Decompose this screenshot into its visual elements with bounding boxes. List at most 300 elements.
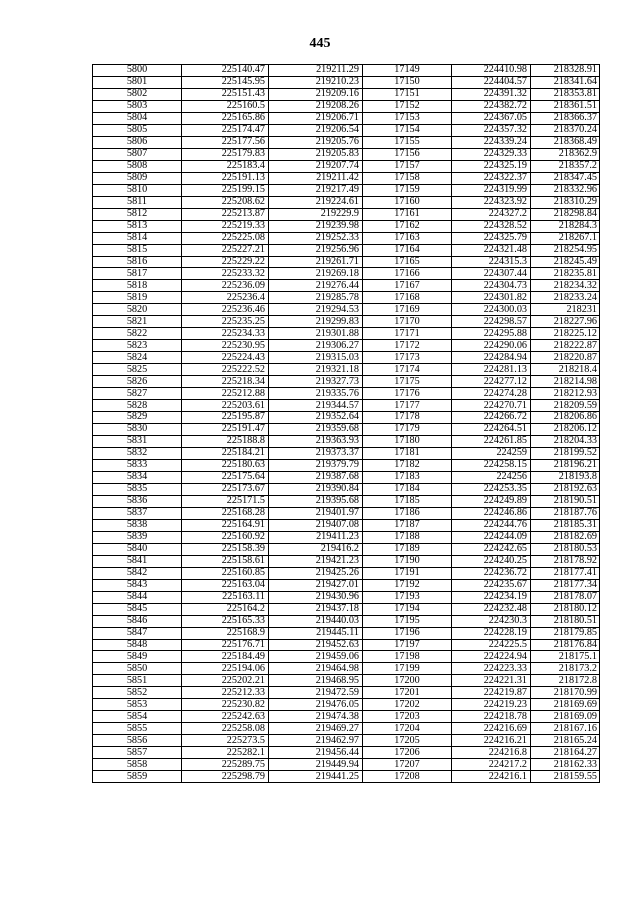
y-left-cell: 219208.26 bbox=[269, 100, 363, 112]
y-left-cell: 219211.29 bbox=[269, 65, 363, 77]
point-id-left-cell: 5836 bbox=[93, 495, 182, 507]
y-left-cell: 219373.37 bbox=[269, 448, 363, 460]
table-row bbox=[93, 124, 600, 136]
point-id-right-cell: 17180 bbox=[363, 436, 452, 448]
x-right-cell: 224307.44 bbox=[452, 268, 531, 280]
point-id-right-cell: 17202 bbox=[363, 699, 452, 711]
x-left-cell: 225175.64 bbox=[182, 471, 269, 483]
table-row bbox=[93, 256, 600, 268]
y-left-cell: 219224.61 bbox=[269, 196, 363, 208]
point-id-right-cell: 17196 bbox=[363, 627, 452, 639]
point-id-right-cell: 17163 bbox=[363, 232, 452, 244]
x-left-cell: 225184.21 bbox=[182, 448, 269, 460]
y-right-cell: 218169.69 bbox=[531, 699, 600, 711]
point-id-right-cell: 17199 bbox=[363, 663, 452, 675]
x-left-cell: 225218.34 bbox=[182, 376, 269, 388]
x-left-cell: 225160.5 bbox=[182, 100, 269, 112]
table-row bbox=[93, 244, 600, 256]
page-number: 445 bbox=[309, 36, 331, 51]
point-id-right-cell: 17207 bbox=[363, 759, 452, 771]
x-left-cell: 225213.87 bbox=[182, 208, 269, 220]
y-left-cell: 219395.68 bbox=[269, 495, 363, 507]
point-id-left-cell: 5816 bbox=[93, 256, 182, 268]
x-left-cell: 225212.88 bbox=[182, 388, 269, 400]
y-right-cell: 218164.27 bbox=[531, 747, 600, 759]
x-right-cell: 224290.06 bbox=[452, 340, 531, 352]
point-id-right-cell: 17164 bbox=[363, 244, 452, 256]
point-id-left-cell: 5840 bbox=[93, 543, 182, 555]
y-left-cell: 219379.79 bbox=[269, 459, 363, 471]
point-id-left-cell: 5850 bbox=[93, 663, 182, 675]
x-right-cell: 224266.72 bbox=[452, 412, 531, 424]
table-row bbox=[93, 495, 600, 507]
point-id-left-cell: 5822 bbox=[93, 328, 182, 340]
y-left-cell: 219421.23 bbox=[269, 555, 363, 567]
point-id-right-cell: 17158 bbox=[363, 172, 452, 184]
point-id-right-cell: 17182 bbox=[363, 459, 452, 471]
x-right-cell: 224221.31 bbox=[452, 675, 531, 687]
x-left-cell: 225168.9 bbox=[182, 627, 269, 639]
x-right-cell: 224224.94 bbox=[452, 651, 531, 663]
point-id-left-cell: 5803 bbox=[93, 100, 182, 112]
point-id-left-cell: 5809 bbox=[93, 172, 182, 184]
y-left-cell: 219207.74 bbox=[269, 160, 363, 172]
y-right-cell: 218310.29 bbox=[531, 196, 600, 208]
y-left-cell: 219206.54 bbox=[269, 124, 363, 136]
y-right-cell: 218227.96 bbox=[531, 316, 600, 328]
y-right-cell: 218206.12 bbox=[531, 424, 600, 436]
x-left-cell: 225234.33 bbox=[182, 328, 269, 340]
point-id-left-cell: 5800 bbox=[93, 65, 182, 77]
point-id-right-cell: 17194 bbox=[363, 603, 452, 615]
y-left-cell: 219256.96 bbox=[269, 244, 363, 256]
point-id-right-cell: 17175 bbox=[363, 376, 452, 388]
y-left-cell: 219452.63 bbox=[269, 639, 363, 651]
point-id-left-cell: 5847 bbox=[93, 627, 182, 639]
x-left-cell: 225180.63 bbox=[182, 459, 269, 471]
table-row bbox=[93, 735, 600, 747]
y-left-cell: 219430.96 bbox=[269, 591, 363, 603]
x-right-cell: 224218.78 bbox=[452, 711, 531, 723]
point-id-right-cell: 17200 bbox=[363, 675, 452, 687]
table-row bbox=[93, 88, 600, 100]
x-right-cell: 224259 bbox=[452, 448, 531, 460]
table-row bbox=[93, 112, 600, 124]
y-left-cell: 219206.71 bbox=[269, 112, 363, 124]
x-right-cell: 224219.87 bbox=[452, 687, 531, 699]
point-id-left-cell: 5844 bbox=[93, 591, 182, 603]
y-right-cell: 218204.33 bbox=[531, 436, 600, 448]
table-row bbox=[93, 424, 600, 436]
x-left-cell: 225236.09 bbox=[182, 280, 269, 292]
point-id-right-cell: 17153 bbox=[363, 112, 452, 124]
x-right-cell: 224281.13 bbox=[452, 364, 531, 376]
table-row bbox=[93, 148, 600, 160]
point-id-left-cell: 5835 bbox=[93, 483, 182, 495]
table-row bbox=[93, 364, 600, 376]
y-right-cell: 218178.92 bbox=[531, 555, 600, 567]
x-left-cell: 225199.15 bbox=[182, 184, 269, 196]
x-left-cell: 225191.47 bbox=[182, 424, 269, 436]
point-id-left-cell: 5812 bbox=[93, 208, 182, 220]
y-right-cell: 218206.86 bbox=[531, 412, 600, 424]
x-right-cell: 224242.65 bbox=[452, 543, 531, 555]
y-left-cell: 219445.11 bbox=[269, 627, 363, 639]
y-left-cell: 219344.57 bbox=[269, 400, 363, 412]
y-right-cell: 218231 bbox=[531, 304, 600, 316]
x-left-cell: 225236.4 bbox=[182, 292, 269, 304]
point-id-left-cell: 5808 bbox=[93, 160, 182, 172]
y-left-cell: 219217.49 bbox=[269, 184, 363, 196]
point-id-left-cell: 5804 bbox=[93, 112, 182, 124]
y-right-cell: 218180.53 bbox=[531, 543, 600, 555]
table-row bbox=[93, 220, 600, 232]
x-right-cell: 224240.25 bbox=[452, 555, 531, 567]
point-id-left-cell: 5834 bbox=[93, 471, 182, 483]
x-left-cell: 225222.52 bbox=[182, 364, 269, 376]
y-right-cell: 218212.93 bbox=[531, 388, 600, 400]
y-left-cell: 219472.59 bbox=[269, 687, 363, 699]
x-left-cell: 225164.2 bbox=[182, 603, 269, 615]
y-left-cell: 219449.94 bbox=[269, 759, 363, 771]
x-right-cell: 224235.67 bbox=[452, 579, 531, 591]
y-left-cell: 219464.98 bbox=[269, 663, 363, 675]
y-left-cell: 219327.73 bbox=[269, 376, 363, 388]
x-right-cell: 224219.23 bbox=[452, 699, 531, 711]
point-id-right-cell: 17187 bbox=[363, 519, 452, 531]
point-id-left-cell: 5852 bbox=[93, 687, 182, 699]
x-left-cell: 225160.85 bbox=[182, 567, 269, 579]
point-id-left-cell: 5829 bbox=[93, 412, 182, 424]
x-left-cell: 225230.95 bbox=[182, 340, 269, 352]
point-id-left-cell: 5845 bbox=[93, 603, 182, 615]
x-right-cell: 224216.69 bbox=[452, 723, 531, 735]
point-id-left-cell: 5807 bbox=[93, 148, 182, 160]
x-right-cell: 224270.71 bbox=[452, 400, 531, 412]
y-right-cell: 218169.09 bbox=[531, 711, 600, 723]
point-id-left-cell: 5856 bbox=[93, 735, 182, 747]
x-right-cell: 224357.32 bbox=[452, 124, 531, 136]
point-id-right-cell: 17152 bbox=[363, 100, 452, 112]
table-row bbox=[93, 675, 600, 687]
x-left-cell: 225229.22 bbox=[182, 256, 269, 268]
point-id-right-cell: 17179 bbox=[363, 424, 452, 436]
x-right-cell: 224274.28 bbox=[452, 388, 531, 400]
point-id-right-cell: 17205 bbox=[363, 735, 452, 747]
point-id-left-cell: 5819 bbox=[93, 292, 182, 304]
table-row bbox=[93, 615, 600, 627]
x-right-cell: 224322.37 bbox=[452, 172, 531, 184]
point-id-left-cell: 5830 bbox=[93, 424, 182, 436]
x-right-cell: 224261.85 bbox=[452, 436, 531, 448]
table-row bbox=[93, 699, 600, 711]
y-left-cell: 219276.44 bbox=[269, 280, 363, 292]
point-id-left-cell: 5843 bbox=[93, 579, 182, 591]
y-left-cell: 219469.27 bbox=[269, 723, 363, 735]
point-id-left-cell: 5854 bbox=[93, 711, 182, 723]
x-left-cell: 225219.33 bbox=[182, 220, 269, 232]
x-left-cell: 225273.5 bbox=[182, 735, 269, 747]
point-id-left-cell: 5815 bbox=[93, 244, 182, 256]
y-right-cell: 218341.64 bbox=[531, 76, 600, 88]
y-left-cell: 219239.98 bbox=[269, 220, 363, 232]
table-row bbox=[93, 100, 600, 112]
x-left-cell: 225203.61 bbox=[182, 400, 269, 412]
x-left-cell: 225289.75 bbox=[182, 759, 269, 771]
point-id-right-cell: 17169 bbox=[363, 304, 452, 316]
point-id-right-cell: 17195 bbox=[363, 615, 452, 627]
y-right-cell: 218362.9 bbox=[531, 148, 600, 160]
y-left-cell: 219211.42 bbox=[269, 172, 363, 184]
y-right-cell: 218254.95 bbox=[531, 244, 600, 256]
y-right-cell: 218193.8 bbox=[531, 471, 600, 483]
y-left-cell: 219229.9 bbox=[269, 208, 363, 220]
point-id-left-cell: 5831 bbox=[93, 436, 182, 448]
point-id-right-cell: 17168 bbox=[363, 292, 452, 304]
table-row bbox=[93, 292, 600, 304]
point-id-left-cell: 5849 bbox=[93, 651, 182, 663]
table-row bbox=[93, 160, 600, 172]
x-left-cell: 225173.67 bbox=[182, 483, 269, 495]
table-row bbox=[93, 136, 600, 148]
table-row bbox=[93, 268, 600, 280]
x-right-cell: 224256 bbox=[452, 471, 531, 483]
table-row bbox=[93, 65, 600, 77]
y-left-cell: 219285.78 bbox=[269, 292, 363, 304]
point-id-right-cell: 17178 bbox=[363, 412, 452, 424]
y-right-cell: 218177.41 bbox=[531, 567, 600, 579]
y-left-cell: 219441.25 bbox=[269, 771, 363, 783]
x-left-cell: 225176.71 bbox=[182, 639, 269, 651]
table-row bbox=[93, 771, 600, 783]
point-id-right-cell: 17190 bbox=[363, 555, 452, 567]
point-id-right-cell: 17206 bbox=[363, 747, 452, 759]
x-right-cell: 224258.15 bbox=[452, 459, 531, 471]
point-id-right-cell: 17203 bbox=[363, 711, 452, 723]
y-left-cell: 219462.97 bbox=[269, 735, 363, 747]
y-left-cell: 219440.03 bbox=[269, 615, 363, 627]
point-id-right-cell: 17191 bbox=[363, 567, 452, 579]
table-row bbox=[93, 400, 600, 412]
point-id-right-cell: 17167 bbox=[363, 280, 452, 292]
table-row bbox=[93, 747, 600, 759]
x-left-cell: 225242.63 bbox=[182, 711, 269, 723]
y-right-cell: 218218.4 bbox=[531, 364, 600, 376]
point-id-right-cell: 17201 bbox=[363, 687, 452, 699]
y-right-cell: 218182.69 bbox=[531, 531, 600, 543]
x-left-cell: 225151.43 bbox=[182, 88, 269, 100]
point-id-right-cell: 17151 bbox=[363, 88, 452, 100]
x-right-cell: 224321.48 bbox=[452, 244, 531, 256]
x-right-cell: 224253.35 bbox=[452, 483, 531, 495]
y-right-cell: 218214.98 bbox=[531, 376, 600, 388]
y-right-cell: 218366.37 bbox=[531, 112, 600, 124]
y-right-cell: 218298.84 bbox=[531, 208, 600, 220]
table-row bbox=[93, 603, 600, 615]
point-id-right-cell: 17172 bbox=[363, 340, 452, 352]
table-row bbox=[93, 627, 600, 639]
point-id-left-cell: 5837 bbox=[93, 507, 182, 519]
table-row bbox=[93, 172, 600, 184]
table-row bbox=[93, 448, 600, 460]
point-id-right-cell: 17197 bbox=[363, 639, 452, 651]
y-left-cell: 219299.83 bbox=[269, 316, 363, 328]
table-row bbox=[93, 723, 600, 735]
y-left-cell: 219209.16 bbox=[269, 88, 363, 100]
x-left-cell: 225225.08 bbox=[182, 232, 269, 244]
table-row bbox=[93, 543, 600, 555]
table-row bbox=[93, 280, 600, 292]
x-right-cell: 224298.57 bbox=[452, 316, 531, 328]
point-id-left-cell: 5813 bbox=[93, 220, 182, 232]
y-right-cell: 218180.51 bbox=[531, 615, 600, 627]
y-right-cell: 218328.91 bbox=[531, 65, 600, 77]
x-left-cell: 225235.25 bbox=[182, 316, 269, 328]
point-id-right-cell: 17159 bbox=[363, 184, 452, 196]
point-id-left-cell: 5820 bbox=[93, 304, 182, 316]
x-right-cell: 224234.19 bbox=[452, 591, 531, 603]
x-right-cell: 224216.8 bbox=[452, 747, 531, 759]
point-id-left-cell: 5853 bbox=[93, 699, 182, 711]
y-right-cell: 218167.16 bbox=[531, 723, 600, 735]
point-id-left-cell: 5848 bbox=[93, 639, 182, 651]
y-right-cell: 218178.07 bbox=[531, 591, 600, 603]
table-row bbox=[93, 316, 600, 328]
x-right-cell: 224391.32 bbox=[452, 88, 531, 100]
y-right-cell: 218192.63 bbox=[531, 483, 600, 495]
y-right-cell: 218176.84 bbox=[531, 639, 600, 651]
table-row bbox=[93, 208, 600, 220]
table-row bbox=[93, 663, 600, 675]
point-id-left-cell: 5827 bbox=[93, 388, 182, 400]
y-left-cell: 219205.76 bbox=[269, 136, 363, 148]
point-id-right-cell: 17204 bbox=[363, 723, 452, 735]
y-left-cell: 219301.88 bbox=[269, 328, 363, 340]
x-left-cell: 225171.5 bbox=[182, 495, 269, 507]
point-id-left-cell: 5838 bbox=[93, 519, 182, 531]
x-left-cell: 225177.56 bbox=[182, 136, 269, 148]
y-left-cell: 219352.64 bbox=[269, 412, 363, 424]
point-id-left-cell: 5828 bbox=[93, 400, 182, 412]
x-right-cell: 224304.73 bbox=[452, 280, 531, 292]
table-row bbox=[93, 340, 600, 352]
y-left-cell: 219425.26 bbox=[269, 567, 363, 579]
x-left-cell: 225230.82 bbox=[182, 699, 269, 711]
x-right-cell: 224327.2 bbox=[452, 208, 531, 220]
x-left-cell: 225174.47 bbox=[182, 124, 269, 136]
point-id-right-cell: 17181 bbox=[363, 448, 452, 460]
point-id-left-cell: 5801 bbox=[93, 76, 182, 88]
y-right-cell: 218370.24 bbox=[531, 124, 600, 136]
table-row bbox=[93, 471, 600, 483]
point-id-left-cell: 5811 bbox=[93, 196, 182, 208]
point-id-right-cell: 17170 bbox=[363, 316, 452, 328]
x-right-cell: 224284.94 bbox=[452, 352, 531, 364]
x-right-cell: 224325.19 bbox=[452, 160, 531, 172]
point-id-left-cell: 5842 bbox=[93, 567, 182, 579]
x-left-cell: 225194.06 bbox=[182, 663, 269, 675]
x-left-cell: 225188.8 bbox=[182, 436, 269, 448]
x-right-cell: 224404.57 bbox=[452, 76, 531, 88]
point-id-right-cell: 17173 bbox=[363, 352, 452, 364]
x-left-cell: 225298.79 bbox=[182, 771, 269, 783]
coordinates-table bbox=[92, 64, 600, 783]
x-right-cell: 224329.33 bbox=[452, 148, 531, 160]
point-id-right-cell: 17171 bbox=[363, 328, 452, 340]
x-right-cell: 224223.33 bbox=[452, 663, 531, 675]
x-right-cell: 224323.92 bbox=[452, 196, 531, 208]
y-left-cell: 219407.08 bbox=[269, 519, 363, 531]
y-right-cell: 218368.49 bbox=[531, 136, 600, 148]
y-right-cell: 218284.3 bbox=[531, 220, 600, 232]
y-right-cell: 218190.51 bbox=[531, 495, 600, 507]
point-id-right-cell: 17176 bbox=[363, 388, 452, 400]
y-left-cell: 219294.53 bbox=[269, 304, 363, 316]
table-row bbox=[93, 304, 600, 316]
y-right-cell: 218233.24 bbox=[531, 292, 600, 304]
y-right-cell: 218361.51 bbox=[531, 100, 600, 112]
y-right-cell: 218177.34 bbox=[531, 579, 600, 591]
x-left-cell: 225202.21 bbox=[182, 675, 269, 687]
point-id-left-cell: 5833 bbox=[93, 459, 182, 471]
y-right-cell: 218179.85 bbox=[531, 627, 600, 639]
point-id-left-cell: 5814 bbox=[93, 232, 182, 244]
y-right-cell: 218267.1 bbox=[531, 232, 600, 244]
table-row bbox=[93, 76, 600, 88]
x-left-cell: 225236.46 bbox=[182, 304, 269, 316]
x-left-cell: 225158.61 bbox=[182, 555, 269, 567]
point-id-right-cell: 17177 bbox=[363, 400, 452, 412]
point-id-right-cell: 17192 bbox=[363, 579, 452, 591]
table-row bbox=[93, 579, 600, 591]
y-left-cell: 219427.01 bbox=[269, 579, 363, 591]
table-row bbox=[93, 196, 600, 208]
point-id-left-cell: 5818 bbox=[93, 280, 182, 292]
table-row bbox=[93, 687, 600, 699]
x-right-cell: 224315.3 bbox=[452, 256, 531, 268]
y-left-cell: 219363.93 bbox=[269, 436, 363, 448]
y-right-cell: 218159.55 bbox=[531, 771, 600, 783]
y-left-cell: 219401.97 bbox=[269, 507, 363, 519]
y-right-cell: 218199.52 bbox=[531, 448, 600, 460]
x-left-cell: 225164.91 bbox=[182, 519, 269, 531]
point-id-left-cell: 5806 bbox=[93, 136, 182, 148]
point-id-right-cell: 17198 bbox=[363, 651, 452, 663]
y-left-cell: 219269.18 bbox=[269, 268, 363, 280]
point-id-right-cell: 17183 bbox=[363, 471, 452, 483]
y-left-cell: 219437.18 bbox=[269, 603, 363, 615]
table-row bbox=[93, 567, 600, 579]
point-id-right-cell: 17161 bbox=[363, 208, 452, 220]
point-id-right-cell: 17208 bbox=[363, 771, 452, 783]
point-id-left-cell: 5805 bbox=[93, 124, 182, 136]
x-right-cell: 224319.99 bbox=[452, 184, 531, 196]
x-right-cell: 224230.3 bbox=[452, 615, 531, 627]
point-id-right-cell: 17156 bbox=[363, 148, 452, 160]
x-right-cell: 224244.09 bbox=[452, 531, 531, 543]
x-right-cell: 224225.5 bbox=[452, 639, 531, 651]
x-right-cell: 224217.2 bbox=[452, 759, 531, 771]
y-right-cell: 218175.1 bbox=[531, 651, 600, 663]
table-row bbox=[93, 328, 600, 340]
table-row bbox=[93, 436, 600, 448]
x-left-cell: 225140.47 bbox=[182, 65, 269, 77]
y-left-cell: 219359.68 bbox=[269, 424, 363, 436]
y-right-cell: 218234.32 bbox=[531, 280, 600, 292]
x-right-cell: 224339.24 bbox=[452, 136, 531, 148]
x-left-cell: 225183.4 bbox=[182, 160, 269, 172]
point-id-left-cell: 5824 bbox=[93, 352, 182, 364]
